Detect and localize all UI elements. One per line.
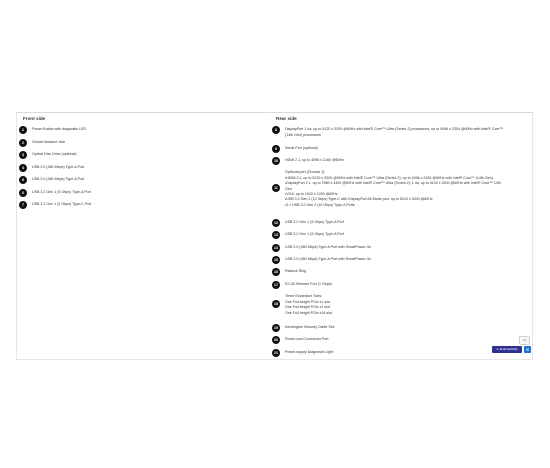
item-text: Optional port (Choose 1): <box>285 170 326 175</box>
list-item <box>272 126 528 138</box>
list-item <box>272 145 528 153</box>
email-feedback-button[interactable] <box>492 346 522 353</box>
callout-number: 1 <box>19 126 27 134</box>
list-item <box>272 349 528 357</box>
callout-number: 13 <box>274 233 278 237</box>
callout-number: 15 <box>274 258 278 262</box>
list-item <box>272 268 528 276</box>
item-text: Optical Disc Drive (optional) <box>32 152 77 157</box>
rear-side-panel <box>270 112 533 360</box>
chat-button[interactable] <box>524 346 531 353</box>
item-text: Gen <box>285 186 292 191</box>
back-to-top-button[interactable] <box>519 336 530 345</box>
list-item <box>272 324 528 332</box>
item-text: Power Button with diagnostic LED <box>32 127 87 132</box>
item-text: •VGA, up to 1920 x 1200 @60Hz <box>285 191 338 196</box>
item-text: Three Expansion Slots: <box>285 294 323 299</box>
item-text: One Full-height PCIe x1 slot <box>285 299 330 304</box>
item-text: USB 3.2 Gen 1 (5 Gbps) Type-C Port <box>32 202 92 207</box>
callout-number: 2 <box>19 139 27 147</box>
callout-number: 14 <box>274 245 278 250</box>
item-text: •USB 3.2 Gen 2 (10 Gbps) Type-C with DisplayPort Alt Mode port, up to 5120 x 3200 @60Hz <box>285 197 433 202</box>
item-text: Power-cord Connector Port <box>285 337 329 342</box>
back-to-top-label: Top <box>522 339 527 342</box>
item-text: USB 3.2 Gen 1 (5 Gbps) Type-A Port <box>285 220 344 225</box>
mail-icon: ✉ <box>496 348 499 351</box>
list-item <box>272 256 528 264</box>
item-text: One Full-height PCIe x1 slot <box>285 305 330 310</box>
callout-number: 6 <box>19 189 27 197</box>
item-text: Kensington Security Cable Slot <box>285 324 335 329</box>
item-text: Padlock Ring <box>285 269 307 274</box>
callout-number: 17 <box>274 282 278 287</box>
item-text: •2 x USB 3.2 Gen 2 (10 Gbps) Type-A Ports <box>285 202 355 207</box>
item-text: USB 2.0 (480 Mbps) Type-A Port with SmartPower On <box>285 257 372 262</box>
list-item <box>272 336 528 344</box>
callout-number: 10 <box>274 159 278 163</box>
list-item <box>19 151 265 159</box>
callout-number: 18 <box>274 302 278 306</box>
item-text: RJ-45 Ethernet Port (1 Gbps) <box>285 281 332 286</box>
list-item <box>272 231 528 239</box>
item-text: Global Headset Jack <box>32 139 66 144</box>
callout-number: 20 <box>274 338 278 342</box>
callout-number: 16 <box>274 270 278 274</box>
item-text: Power-supply Diagnostic Light <box>285 349 334 354</box>
item-text: One Full-height PCIe x16 slot <box>285 310 332 315</box>
list-item <box>272 157 528 165</box>
list-item <box>272 169 528 208</box>
list-item <box>19 189 265 197</box>
front-side-heading: Front side <box>23 116 46 121</box>
list-item <box>19 126 265 134</box>
item-text: USB 3.2 Gen 1 (5 Gbps) Type-A Port <box>285 232 344 237</box>
item-text: DisplayPort 1.4a, up to 5120 x 3200 @60Hz with Intel® Core™ Ultra (Series 2) processors; up to 4096 x 2304 @60Hz with Intel® Core™ <box>285 127 504 132</box>
feedback-label: Email feedback <box>499 348 518 351</box>
item-text: USB 2.0 (480 Mbps) Type-A Port <box>32 177 85 182</box>
rear-side-heading: Rear side <box>276 116 297 121</box>
item-text: •HDMI 2.1, up to 5120 x 3200 @60Hz with Intel® Core™ Ultra (Series 2); up to 4096 x 2160 @60Hz with Intel® Core™ (14th Gen) <box>285 175 493 180</box>
list-item <box>272 244 528 252</box>
list-item <box>19 176 265 184</box>
front-side-panel <box>16 112 269 360</box>
callout-number: 5 <box>19 176 27 184</box>
list-item <box>19 201 265 209</box>
callout-number: 4 <box>19 164 27 172</box>
list-item <box>19 139 265 147</box>
item-text: •DisplayPort 2.1, up to 7680 x 4320 @60Hz with Intel® Core™ Ultra (Series 2); 1.4a, up to 5120 x 3200 @60Hz with Intel® Core™ 14th <box>285 181 501 186</box>
list-item <box>272 219 528 227</box>
callout-number: 19 <box>274 325 278 330</box>
callout-number: 12 <box>274 221 278 225</box>
list-item <box>19 164 265 172</box>
callout-number: 9 <box>272 145 280 153</box>
item-text: HDMI 2.1, up to 4096 x 2160 @60Hz <box>285 158 344 163</box>
item-text: USB 2.0 (480 Mbps) Type-A Port <box>32 164 85 169</box>
item-text: Serial Port (optional) <box>285 145 318 150</box>
list-item <box>272 293 528 316</box>
item-text: USB 3.2 Gen 1 (5 Gbps) Type-A Port <box>32 189 91 194</box>
item-text: USB 2.0 (480 Mbps) Type-A Port with SmartPower On <box>285 244 372 249</box>
chat-icon: ✉ <box>525 347 530 352</box>
callout-number: 7 <box>19 201 27 209</box>
item-text: (14th Gen) processors <box>285 132 321 137</box>
callout-number: 8 <box>272 126 280 134</box>
callout-number: 21 <box>274 350 278 355</box>
list-item <box>272 281 528 289</box>
callout-number: 11 <box>272 184 280 192</box>
callout-number: 3 <box>19 151 27 159</box>
